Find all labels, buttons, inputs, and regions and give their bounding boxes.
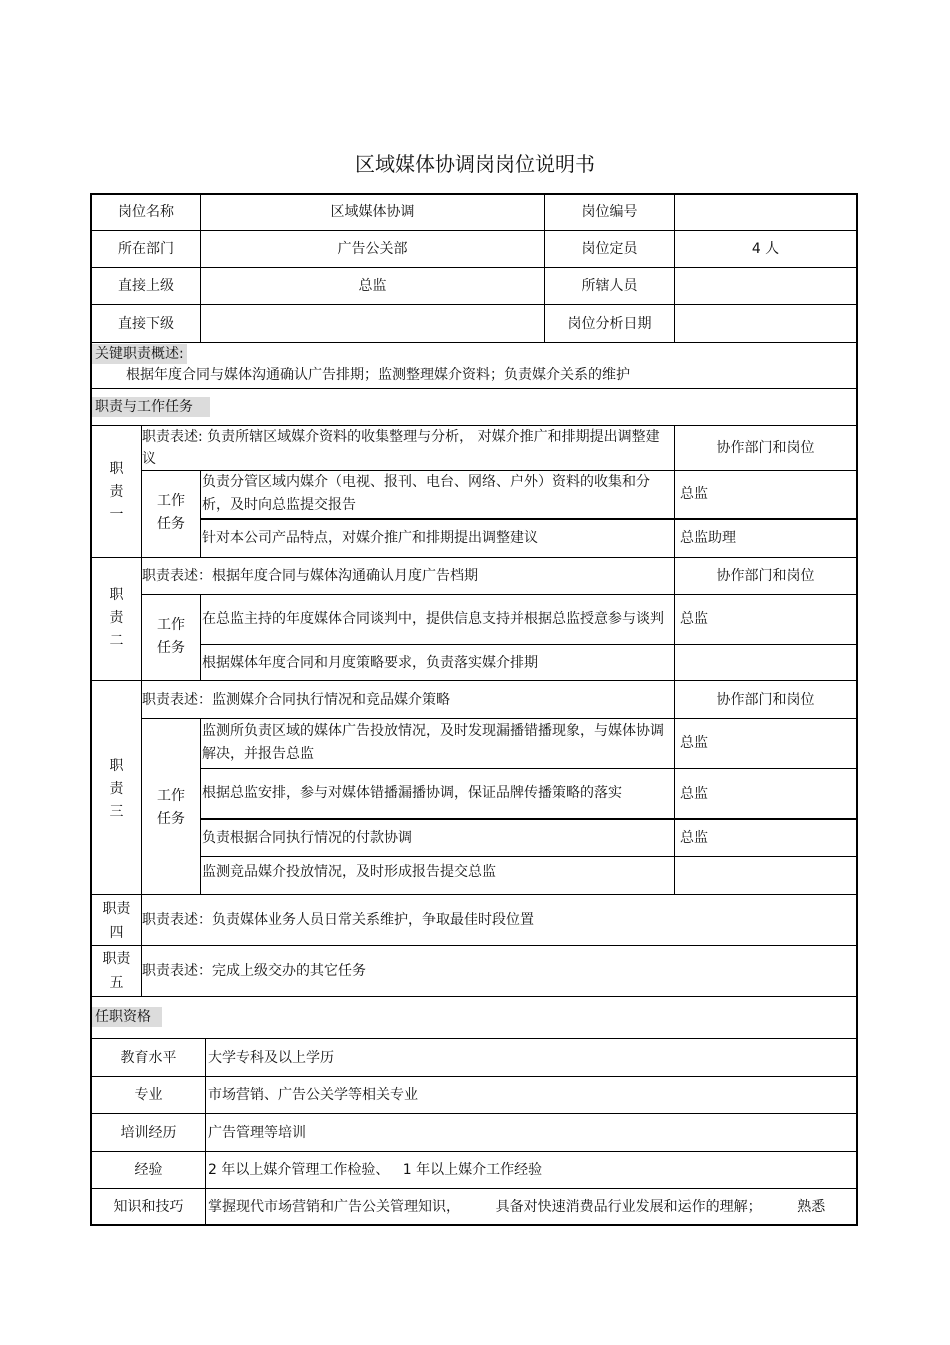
duty2-desc: 职责表述：根据年度合同与媒体沟通确认月度广告档期 <box>142 568 478 584</box>
qual-value-skills: 掌握现代市场营销和广告公关管理知识， 具备对快速消费品行业发展和运作的理解； 熟悉 <box>208 1198 826 1215</box>
duty1-name: 职责一 <box>109 461 124 523</box>
label-direct-subordinate: 直接下级 <box>118 315 174 332</box>
qual-label-education: 教育水平 <box>120 1049 177 1066</box>
row-divider <box>90 342 858 343</box>
duty3-task4-partner <box>680 857 850 895</box>
duty3-collab-header: 协作部门和岗位 <box>716 691 815 708</box>
duty3-work-task-label: 工作任务 <box>157 788 185 827</box>
value-position-name: 区域媒体协调 <box>330 204 415 220</box>
duty2-task2: 根据媒体年度合同和月度策略要求，负责落实媒介排期 <box>202 654 538 671</box>
label-subordinates: 所辖人员 <box>581 278 638 294</box>
duty2-collab-header: 协作部门和岗位 <box>716 568 815 584</box>
label-headcount: 岗位定员 <box>581 241 638 257</box>
qual-label-training: 培训经历 <box>120 1124 177 1141</box>
col-divider <box>205 1038 206 1225</box>
duty1-task2: 针对本公司产品特点，对媒介推广和排期提出调整建议 <box>202 530 538 546</box>
document-title: 区域媒体协调岗岗位说明书 <box>355 152 595 176</box>
table-right-border <box>856 193 858 1226</box>
qual-label-experience: 经验 <box>134 1162 163 1178</box>
value-analysis-date <box>675 305 856 342</box>
label-position-name: 岗位名称 <box>118 204 174 220</box>
label-direct-superior: 直接上级 <box>118 278 174 294</box>
label-position-code: 岗位编号 <box>581 204 638 220</box>
duty3-task1: 监测所负责区域的媒体广告投放情况，及时发现漏播错播现象，与媒体协调解决，并报告总监 <box>202 723 664 762</box>
duty2-task1: 在总监主持的年度媒体合同谈判中，提供信息支持并根据总监授意参与谈判 <box>202 610 664 627</box>
duty4-name: 职责四 <box>102 901 131 941</box>
duty2-name: 职责二 <box>109 587 124 649</box>
row-divider <box>90 996 858 997</box>
duty3-desc: 职责表述：监测媒介合同执行情况和竞品媒介策略 <box>142 691 450 708</box>
duty5-name: 职责五 <box>102 951 131 991</box>
duty3-name: 职责三 <box>109 758 124 820</box>
label-department: 所在部门 <box>118 241 174 257</box>
duty2-work-task-label: 工作任务 <box>157 617 185 656</box>
qual-label-major: 专业 <box>134 1087 163 1103</box>
duty3-task2-partner: 总监 <box>680 785 708 802</box>
qual-value-major: 市场营销、广告公关学等相关专业 <box>208 1087 418 1103</box>
label-analysis-date: 岗位分析日期 <box>567 315 652 332</box>
partner-col-divider <box>674 425 675 895</box>
duty1-collab-header: 协作部门和岗位 <box>716 439 815 456</box>
qual-label-skills: 知识和技巧 <box>113 1198 184 1215</box>
duty3-task1-partner: 总监 <box>680 735 708 751</box>
duty1-task1-partner: 总监 <box>680 486 708 502</box>
value-headcount: 4 人 <box>751 241 780 257</box>
qual-value-education: 大学专科及以上学历 <box>208 1049 334 1066</box>
row-divider <box>90 388 858 389</box>
duty1-work-task-label: 工作任务 <box>157 493 185 532</box>
key-duties-label: 关键职责概述: <box>92 344 187 364</box>
duty2-task1-partner: 总监 <box>680 611 708 627</box>
duty3-task4: 监测竞品媒介投放情况，及时形成报告提交总监 <box>202 864 496 880</box>
qual-value-training: 广告管理等培训 <box>208 1124 306 1141</box>
qual-value-experience: 2 年以上媒介管理工作检验、 1 年以上媒介工作经验 <box>208 1162 543 1178</box>
value-subordinates <box>675 268 856 304</box>
duty2-task2-partner <box>680 645 850 680</box>
duty3-task3-partner: 总监 <box>680 830 708 846</box>
value-direct-subordinate <box>201 305 544 342</box>
duty4-desc: 职责表述：负责媒体业务人员日常关系维护，争取最佳时段位置 <box>142 912 534 928</box>
qualifications-label: 任职资格 <box>92 1007 162 1027</box>
duty5-desc: 职责表述：完成上级交办的其它任务 <box>142 963 366 979</box>
task-col-divider <box>200 470 201 557</box>
duty3-task3: 负责根据合同执行情况的付款协调 <box>202 830 412 846</box>
duty1-task1: 负责分管区域内媒介（电视、报刊、电台、网络、户外）资料的收集和分析，及时向总监提交报告 <box>202 474 650 513</box>
duty3-task2: 根据总监安排，参与对媒体错播漏播协调，保证品牌传播策略的落实 <box>202 785 622 801</box>
duties-section-label: 职责与工作任务 <box>92 397 210 417</box>
key-duties-text: 根据年度合同与媒体沟通确认广告排期；监测整理媒介资料；负责媒介关系的维护 <box>126 367 630 383</box>
task-col-divider <box>200 594 201 680</box>
task-col-divider <box>200 718 201 895</box>
value-direct-superior: 总监 <box>358 278 387 294</box>
value-position-code <box>675 194 856 230</box>
duty1-task2-partner: 总监助理 <box>680 530 736 546</box>
value-department: 广告公关部 <box>337 241 408 257</box>
duty1-desc: 职责表述: 负责所辖区域媒介资料的收集整理与分析， 对媒介推广和排期提出调整建议 <box>142 428 660 467</box>
